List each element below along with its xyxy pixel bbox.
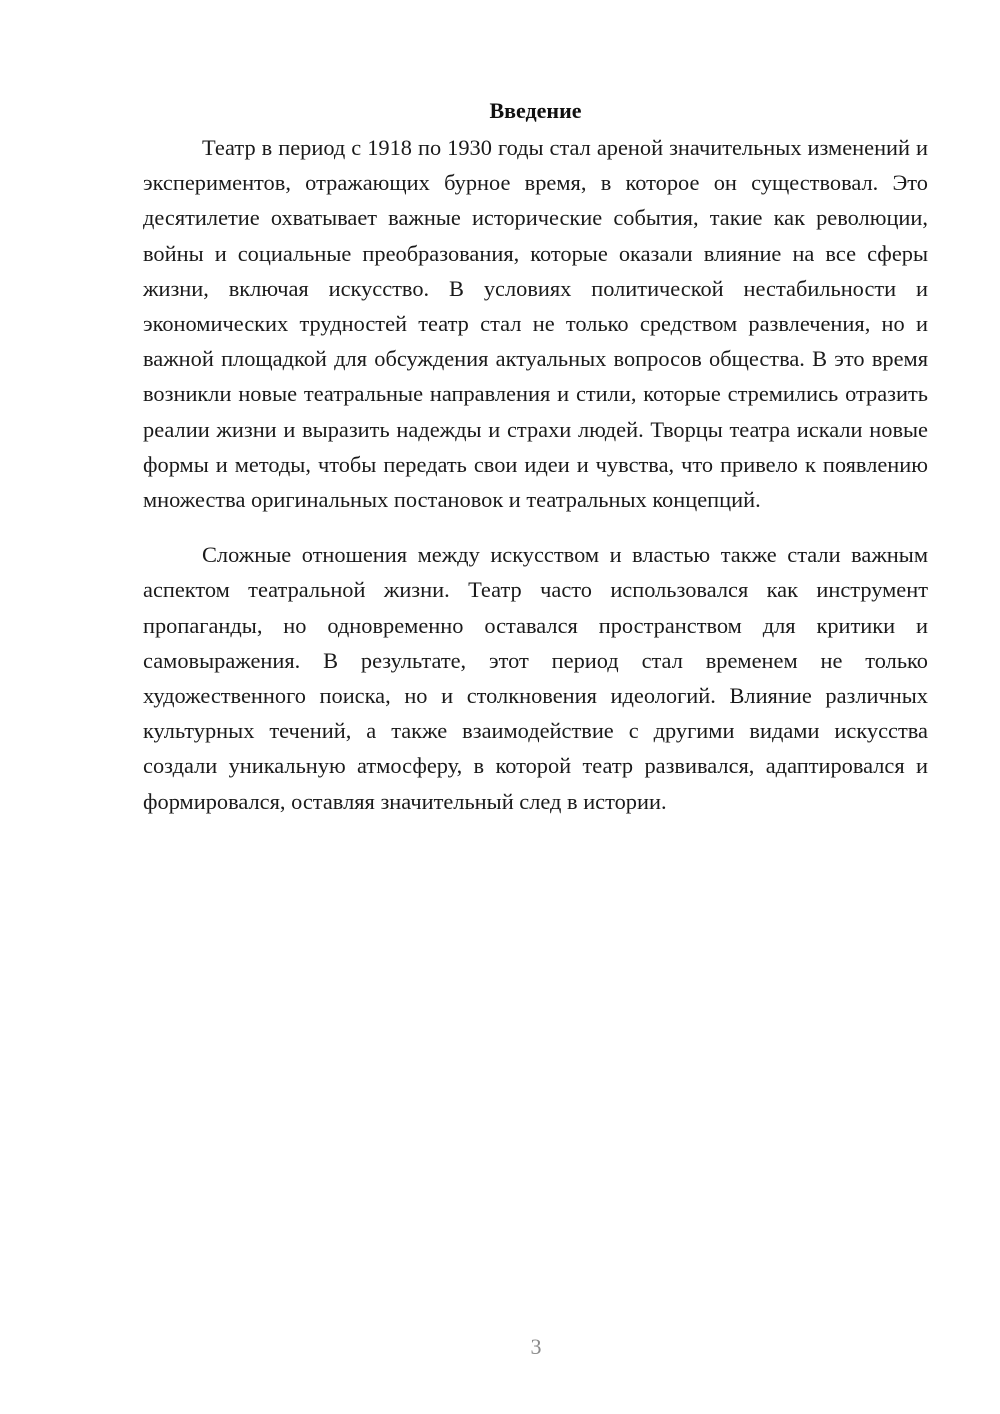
section-heading: Введение bbox=[489, 98, 582, 123]
page-content bbox=[143, 96, 928, 819]
page-number: 3 bbox=[530, 1334, 542, 1359]
paragraph-2: Сложные отношения между искусством и властью также стали важным аспектом театральной жизни. Театр часто использовался как инструмент пропаганды, но одновременно оставался пространством для критики и самовыражения. В результате, этот период стал временем не только художественного поиска, но и столкновения идеологий. Влияние различных культурных течений, а также взаимодействие с другими видами искусства создали уникальную атмосферу, в которой театр развивался, адаптировался и формировался, оставляя значительный след в истории. bbox=[143, 542, 928, 814]
paragraph-1: Театр в период с 1918 по 1930 годы стал ареной значительных изменений и экспериментов, отражающих бурное время, в которое он существовал. Это десятилетие охватывает важные исторические события, такие как революции, войны и социальные преобразования, которые оказали влияние на все сферы жизни, включая искусство. В условиях политической нестабильности и экономических трудностей театр стал не только средством развлечения, но и важной площадкой для обсуждения актуальных вопросов общества. В это время возникли новые театральные направления и стили, которые стремились отразить реалии жизни и выразить надежды и страхи людей. Творцы театра искали новые формы и методы, чтобы передать свои идеи и чувства, что привело к появлению множества оригинальных постановок и театральных концепций. bbox=[143, 135, 928, 513]
